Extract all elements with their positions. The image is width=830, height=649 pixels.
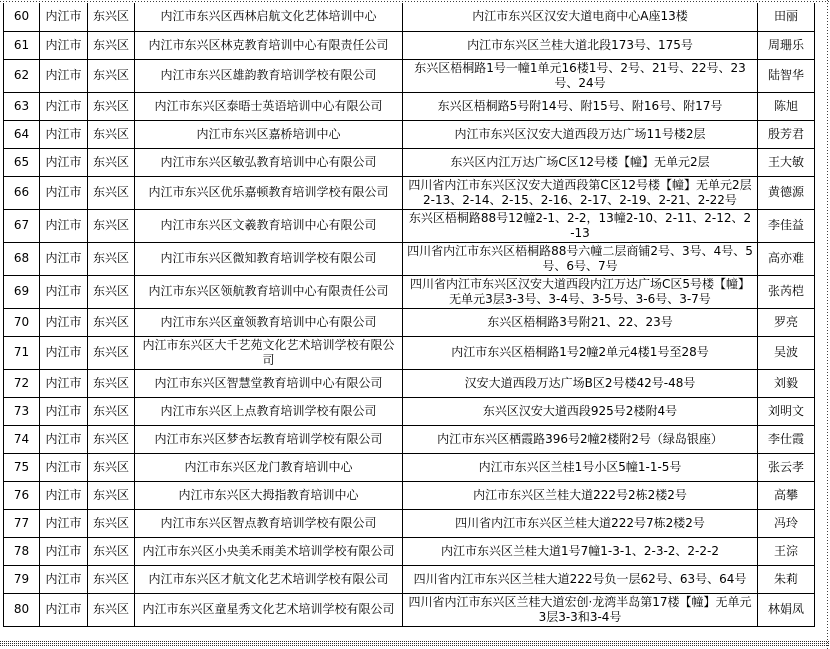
contact-cell: 高攀: [758, 481, 815, 509]
no-cell: 79: [4, 565, 40, 593]
institution-cell: 内江市东兴区上点教育培训学校有限公司: [135, 397, 403, 425]
city-cell: 内江市: [40, 59, 88, 92]
district-cell: 东兴区: [88, 59, 135, 92]
city-cell: 内江市: [40, 308, 88, 336]
address-cell: 内江市东兴区梧桐路1号2幢2单元4楼1号至28号: [403, 336, 758, 369]
contact-cell: 殷芳君: [758, 120, 815, 148]
no-cell: 67: [4, 209, 40, 242]
district-cell: 东兴区: [88, 453, 135, 481]
table-row: [4, 59, 815, 92]
contact-cell: 周珊乐: [758, 31, 815, 59]
city-cell: 内江市: [40, 120, 88, 148]
page-break-dotted-line-bottom: [0, 641, 830, 646]
district-cell: 东兴区: [88, 537, 135, 565]
table-row: [4, 369, 815, 397]
city-cell: 内江市: [40, 481, 88, 509]
table-row: [4, 176, 815, 209]
contact-cell: 林娟凤: [758, 593, 815, 626]
address-cell: 四川省内江市东兴区兰桂大道222号负一层62号、63号、64号: [403, 565, 758, 593]
institution-cell: 内江市东兴区小央美禾雨美术培训学校有限公司: [135, 537, 403, 565]
district-cell: 东兴区: [88, 275, 135, 308]
institution-cell: 内江市东兴区微知教育培训学校有限公司: [135, 242, 403, 275]
table-body: [4, 3, 815, 626]
no-cell: 70: [4, 308, 40, 336]
table-row: [4, 425, 815, 453]
table-row: [4, 242, 815, 275]
city-cell: 内江市: [40, 369, 88, 397]
institution-cell: 内江市东兴区才航文化艺术培训学校有限公司: [135, 565, 403, 593]
contact-cell: 陈旭: [758, 92, 815, 120]
institution-cell: 内江市东兴区林克教育培训中心有限责任公司: [135, 31, 403, 59]
address-cell: 东兴区梧桐路1号一幢1单元16楼1号、2号、21号、22号、23号、24号: [403, 59, 758, 92]
address-cell: 内江市东兴区兰桂大道222号2栋2楼2号: [403, 481, 758, 509]
address-cell: 东兴区内江万达广场C区12号楼【幢】无单元2层: [403, 148, 758, 176]
institution-cell: 内江市东兴区嘉桥培训中心: [135, 120, 403, 148]
no-cell: 62: [4, 59, 40, 92]
district-cell: 东兴区: [88, 209, 135, 242]
district-cell: 东兴区: [88, 369, 135, 397]
address-cell: 内江市东兴区兰桂大道1号7幢1-3-1、2-3-2、2-2-2: [403, 537, 758, 565]
institution-cell: 内江市东兴区龙门教育培训中心: [135, 453, 403, 481]
institution-cell: 内江市东兴区西林启航文化艺体培训中心: [135, 3, 403, 31]
district-cell: 东兴区: [88, 397, 135, 425]
institution-cell: 内江市东兴区童领教育培训中心有限公司: [135, 308, 403, 336]
address-cell: 汉安大道西段万达广场B区2号楼42号-48号: [403, 369, 758, 397]
district-cell: 东兴区: [88, 148, 135, 176]
district-cell: 东兴区: [88, 92, 135, 120]
city-cell: 内江市: [40, 593, 88, 626]
address-cell: 四川省内江市东兴区兰桂大道222号7栋2楼2号: [403, 509, 758, 537]
district-cell: 东兴区: [88, 308, 135, 336]
table-row: [4, 308, 815, 336]
district-cell: 东兴区: [88, 120, 135, 148]
contact-cell: 刘明文: [758, 397, 815, 425]
address-cell: 内江市东兴区汉安大道西段万达广场11号楼2层: [403, 120, 758, 148]
no-cell: 76: [4, 481, 40, 509]
city-cell: 内江市: [40, 176, 88, 209]
district-cell: 东兴区: [88, 3, 135, 31]
city-cell: 内江市: [40, 397, 88, 425]
no-cell: 75: [4, 453, 40, 481]
no-cell: 71: [4, 336, 40, 369]
table-row: [4, 3, 815, 31]
address-cell: 东兴区梧桐路3号附21、22、23号: [403, 308, 758, 336]
table-row: [4, 453, 815, 481]
contact-cell: 张芮桤: [758, 275, 815, 308]
table-row: [4, 593, 815, 626]
institution-cell: 内江市东兴区智慧堂教育培训中心有限公司: [135, 369, 403, 397]
city-cell: 内江市: [40, 509, 88, 537]
institution-cell: 内江市东兴区泰晤士英语培训中心有限公司: [135, 92, 403, 120]
address-cell: 四川省内江市东兴区兰桂大道宏创·龙湾半岛第17楼【幢】无单元3层3-3和3-4号: [403, 593, 758, 626]
contact-cell: 刘毅: [758, 369, 815, 397]
district-cell: 东兴区: [88, 176, 135, 209]
district-cell: 东兴区: [88, 481, 135, 509]
institution-cell: 内江市东兴区雄韵教育培训学校有限公司: [135, 59, 403, 92]
contact-cell: 李佳益: [758, 209, 815, 242]
city-cell: 内江市: [40, 209, 88, 242]
city-cell: 内江市: [40, 537, 88, 565]
table-row: [4, 336, 815, 369]
district-cell: 东兴区: [88, 31, 135, 59]
address-cell: 内江市东兴区栖霞路396号2幢2楼附2号（绿岛银座）: [403, 425, 758, 453]
address-cell: 四川省内江市东兴区汉安大道西段第C区12号楼【幢】无单元2层2-13、2-14、2-15、2-16、2-17、2-19、2-21、2-22号: [403, 176, 758, 209]
address-cell: 内江市东兴区兰桂大道北段173号、175号: [403, 31, 758, 59]
address-cell: 内江市东兴区兰桂1号小区5幢1-1-5号: [403, 453, 758, 481]
no-cell: 78: [4, 537, 40, 565]
table-row: [4, 275, 815, 308]
address-cell: 东兴区梧桐路88号12幢2-1、2-2，13幢2-10、2-11、2-12、2-13: [403, 209, 758, 242]
no-cell: 68: [4, 242, 40, 275]
city-cell: 内江市: [40, 3, 88, 31]
contact-cell: 王大敏: [758, 148, 815, 176]
table-row: [4, 537, 815, 565]
city-cell: 内江市: [40, 92, 88, 120]
contact-cell: 冯玲: [758, 509, 815, 537]
no-cell: 60: [4, 3, 40, 31]
address-cell: 东兴区梧桐路5号附14号、附15号、附16号、附17号: [403, 92, 758, 120]
no-cell: 72: [4, 369, 40, 397]
contact-cell: 朱莉: [758, 565, 815, 593]
district-cell: 东兴区: [88, 242, 135, 275]
contact-cell: 田丽: [758, 3, 815, 31]
contact-cell: 黄德源: [758, 176, 815, 209]
no-cell: 80: [4, 593, 40, 626]
institution-cell: 内江市东兴区大拇指教育培训中心: [135, 481, 403, 509]
institution-cell: 内江市东兴区文羲教育培训中心有限公司: [135, 209, 403, 242]
no-cell: 65: [4, 148, 40, 176]
city-cell: 内江市: [40, 31, 88, 59]
contact-cell: 罗亮: [758, 308, 815, 336]
city-cell: 内江市: [40, 148, 88, 176]
city-cell: 内江市: [40, 242, 88, 275]
institution-cell: 内江市东兴区大千艺苑文化艺术培训学校有限公司: [135, 336, 403, 369]
no-cell: 73: [4, 397, 40, 425]
district-cell: 东兴区: [88, 425, 135, 453]
table-row: [4, 31, 815, 59]
contact-cell: 张云孝: [758, 453, 815, 481]
no-cell: 61: [4, 31, 40, 59]
no-cell: 77: [4, 509, 40, 537]
contact-cell: 高亦难: [758, 242, 815, 275]
table-row: [4, 565, 815, 593]
district-cell: 东兴区: [88, 509, 135, 537]
page-break-dotted-line-right: [827, 0, 829, 649]
institution-cell: 内江市东兴区童星秀文化艺术培训学校有限公司: [135, 593, 403, 626]
institution-cell: 内江市东兴区领航教育培训中心有限责任公司: [135, 275, 403, 308]
institution-cell: 内江市东兴区智点教育培训学校有限公司: [135, 509, 403, 537]
district-cell: 东兴区: [88, 593, 135, 626]
table-row: [4, 481, 815, 509]
institution-cell: 内江市东兴区梦杏坛教育培训学校有限公司: [135, 425, 403, 453]
no-cell: 74: [4, 425, 40, 453]
district-cell: 东兴区: [88, 336, 135, 369]
institution-cell: 内江市东兴区敏弘教育培训中心有限公司: [135, 148, 403, 176]
address-cell: 四川省内江市东兴区汉安大道西段内江万达广场C区5号楼【幢】无单元3层3-3号、3-4号、3-5号、3-6号、3-7号: [403, 275, 758, 308]
table-row: [4, 509, 815, 537]
district-cell: 东兴区: [88, 565, 135, 593]
address-cell: 内江市东兴区汉安大道电商中心A座13楼: [403, 3, 758, 31]
no-cell: 63: [4, 92, 40, 120]
contact-cell: 李仕霞: [758, 425, 815, 453]
city-cell: 内江市: [40, 565, 88, 593]
institution-cell: 内江市东兴区优乐嘉顿教育培训学校有限公司: [135, 176, 403, 209]
contact-cell: 吴波: [758, 336, 815, 369]
table-row: [4, 92, 815, 120]
no-cell: 69: [4, 275, 40, 308]
contact-cell: 王淙: [758, 537, 815, 565]
table-row: [4, 397, 815, 425]
address-cell: 四川省内江市东兴区梧桐路88号六幢二层商铺2号、3号、4号、5号、6号、7号: [403, 242, 758, 275]
city-cell: 内江市: [40, 275, 88, 308]
city-cell: 内江市: [40, 425, 88, 453]
city-cell: 内江市: [40, 336, 88, 369]
table-row: [4, 209, 815, 242]
no-cell: 64: [4, 120, 40, 148]
address-cell: 东兴区汉安大道西段925号2楼附4号: [403, 397, 758, 425]
city-cell: 内江市: [40, 453, 88, 481]
training-institutions-table: [3, 3, 815, 627]
table-row: [4, 120, 815, 148]
no-cell: 66: [4, 176, 40, 209]
table-row: [4, 148, 815, 176]
contact-cell: 陆智华: [758, 59, 815, 92]
